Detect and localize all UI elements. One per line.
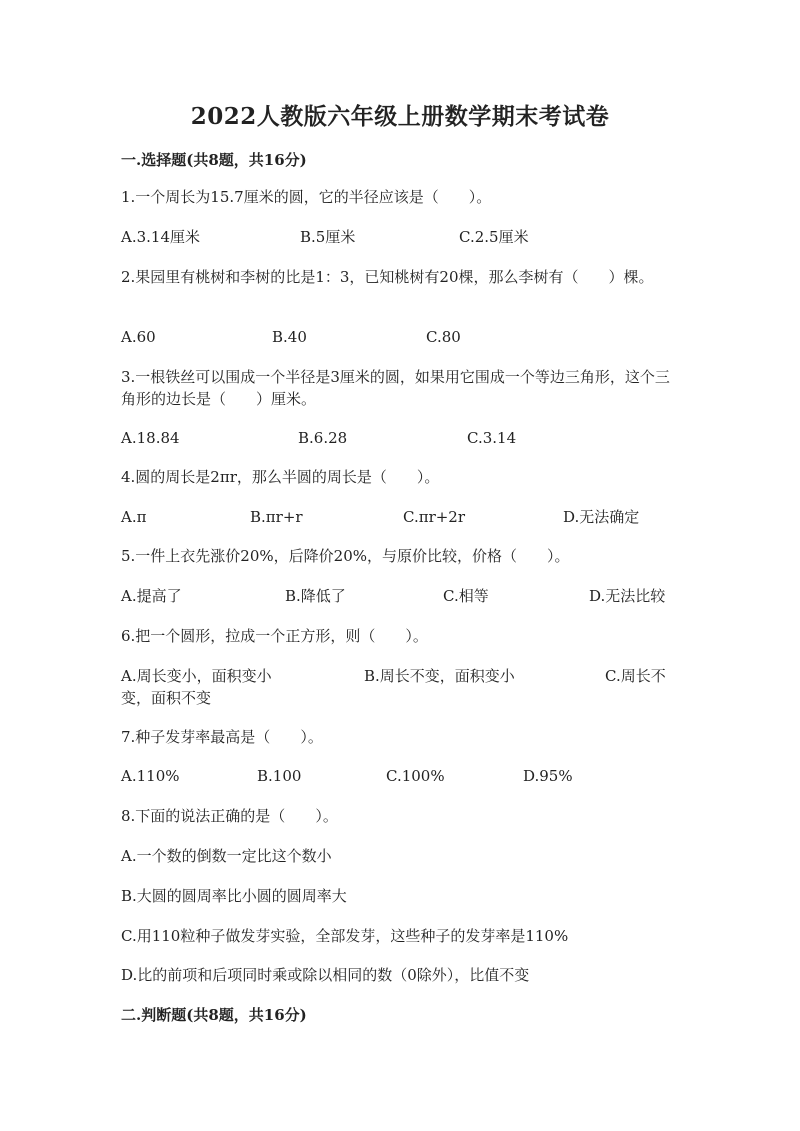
- q5-option-a: A.提高了: [121, 587, 182, 605]
- q4-option-b: B.πr+r: [250, 508, 303, 526]
- section-heading-choice: 一.选择题(共8题，共16分): [121, 151, 307, 169]
- question-6: 6.把一个圆形，拉成一个正方形，则（ ）。: [121, 627, 428, 645]
- q1-option-a: A.3.14厘米: [121, 228, 200, 246]
- q8-option-c: C.用110粒种子做发芽实验，全部发芽，这些种子的发芽率是110%: [121, 927, 569, 945]
- q8-option-d: D.比的前项和后项同时乘或除以相同的数（0除外），比值不变: [121, 966, 530, 984]
- q7-option-c: C.100%: [386, 767, 445, 785]
- q3-option-a: A.18.84: [121, 429, 180, 447]
- q1-option-b: B.5厘米: [300, 228, 356, 246]
- q3-option-b: B.6.28: [298, 429, 348, 447]
- q6-option-c: C.周长不变，面积不变: [121, 667, 666, 707]
- question-8: 8.下面的说法正确的是（ ）。: [121, 807, 338, 825]
- q8-option-a: A.一个数的倒数一定比这个数小: [121, 847, 332, 865]
- q5-option-b: B.降低了: [285, 587, 346, 605]
- q2-option-a: A.60: [121, 328, 156, 346]
- question-5: 5.一件上衣先涨价20%，后降价20%，与原价比较，价格（ ）。: [121, 547, 570, 565]
- page-title: 2022人教版六年级上册数学期末考试卷: [190, 103, 610, 130]
- q2-option-c: C.80: [426, 328, 461, 346]
- q5-option-c: C.相等: [443, 587, 489, 605]
- question-4: 4.圆的周长是2πr，那么半圆的周长是（ ）。: [121, 468, 440, 486]
- section-heading-judgement: 二.判断题(共8题，共16分): [121, 1006, 307, 1024]
- q4-option-a: A.π: [121, 508, 147, 526]
- q8-option-b: B.大圆的圆周率比小圆的圆周率大: [121, 887, 347, 905]
- q3-option-c: C.3.14: [467, 429, 517, 447]
- question-3: 3.一根铁丝可以围成一个半径是3厘米的圆，如果用它围成一个等边三角形，这个三角形的边长是（ ）厘米。: [121, 368, 670, 408]
- q7-option-b: B.100: [257, 767, 302, 785]
- q5-option-d: D.无法比较: [589, 587, 666, 605]
- question-7: 7.种子发芽率最高是（ ）。: [121, 728, 323, 746]
- q7-option-d: D.95%: [523, 767, 573, 785]
- q6-option-b: B.周长不变，面积变小: [364, 667, 515, 685]
- q7-option-a: A.110%: [121, 767, 180, 785]
- q2-option-b: B.40: [272, 328, 307, 346]
- q6-option-a: A.周长变小，面积变小: [121, 667, 272, 685]
- q1-option-c: C.2.5厘米: [459, 228, 529, 246]
- q4-option-d: D.无法确定: [563, 508, 640, 526]
- question-1: 1.一个周长为15.7厘米的圆，它的半径应该是（ ）。: [121, 188, 492, 206]
- question-2: 2.果园里有桃树和李树的比是1：3，已知桃树有20棵，那么李树有（ ）棵。: [121, 268, 654, 286]
- q4-option-c: C.πr+2r: [403, 508, 466, 526]
